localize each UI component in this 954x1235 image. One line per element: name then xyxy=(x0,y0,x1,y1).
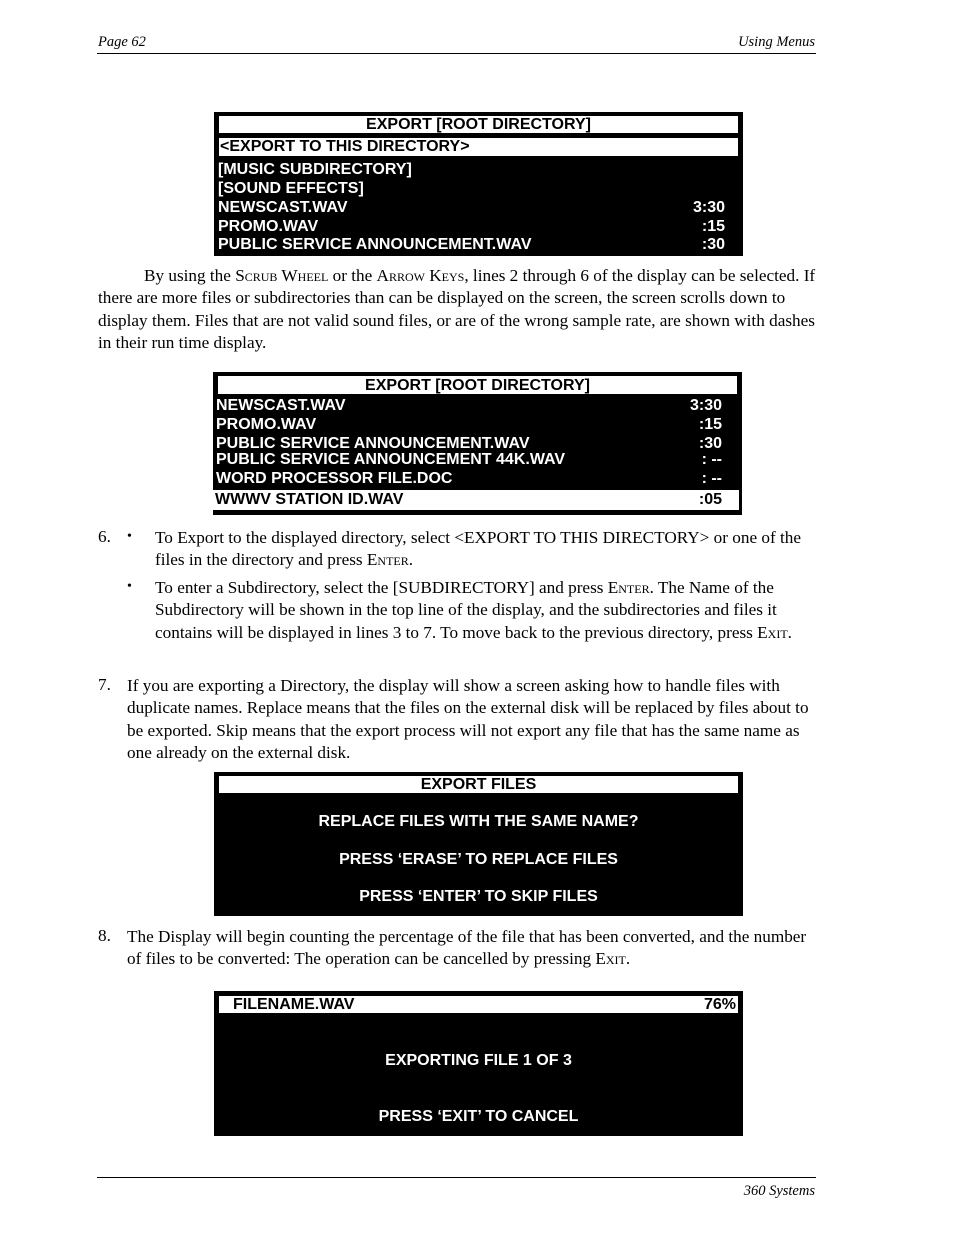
row-label: <EXPORT TO THIS DIRECTORY> xyxy=(220,138,470,155)
row-label: NEWSCAST.WAV xyxy=(216,397,346,414)
text: or the xyxy=(328,266,377,285)
enter-key: Enter xyxy=(366,550,409,570)
footer-rule xyxy=(97,1177,816,1178)
text: To enter a Subdirectory, select the [SUBDIRECTORY] and press xyxy=(155,578,608,597)
prompt-line: PRESS ‘ERASE’ TO REPLACE FILES xyxy=(339,851,618,868)
bullet: • xyxy=(127,529,132,544)
text: To Export to the displayed directory, select <EXPORT TO THIS DIRECTORY> or one of the files in the directory and press xyxy=(155,528,802,570)
text: The Display will begin counting the percentage of the file that has been converted, and the number of files to be converted: The operation can be cancelled by pressing xyxy=(127,927,807,969)
run-time: : -- xyxy=(701,451,722,468)
step6-bullet2 xyxy=(155,577,817,644)
step8-text xyxy=(127,926,817,971)
run-time: : -- xyxy=(701,470,722,487)
row-label: PUBLIC SERVICE ANNOUNCEMENT.WAV xyxy=(218,236,532,253)
header-rule xyxy=(97,53,816,54)
intro-paragraph xyxy=(98,265,816,354)
text: . xyxy=(408,550,414,570)
selected-row xyxy=(217,136,740,158)
display-title-bar xyxy=(217,774,740,795)
footer-company: 360 Systems xyxy=(743,1183,815,1199)
row-label: NEWSCAST.WAV xyxy=(218,199,348,216)
text: . xyxy=(787,622,792,642)
list-item xyxy=(214,160,743,179)
display-title-bar xyxy=(217,114,740,135)
text: , lines 2 through 6 of the display can be selected. If there are more files or subdirectories than can be displayed on the screen, the screen scrolls down to display them. Files that are not valid sound files, or are of the wrong sample rate, are shown with dashes in their run time display. xyxy=(98,266,816,352)
run-time: :30 xyxy=(698,435,722,452)
scrub-wheel-key: Scrub Wheel xyxy=(235,266,329,285)
run-time: :05 xyxy=(698,491,722,508)
arrow-keys-key: Arrow Keys xyxy=(376,266,465,285)
display-title: EXPORT [ROOT DIRECTORY] xyxy=(366,116,591,133)
progress-percent: 76% xyxy=(703,996,736,1013)
exit-key: Exit xyxy=(757,622,788,642)
step-number: 7. xyxy=(98,675,111,694)
step6-bullet1 xyxy=(155,527,817,572)
list-item xyxy=(214,198,743,217)
export-root-display xyxy=(214,112,743,256)
enter-key: Enter xyxy=(607,578,650,597)
row-label: [SOUND EFFECTS] xyxy=(218,180,364,197)
list-item xyxy=(214,217,743,236)
cancel-line: PRESS ‘EXIT’ TO CANCEL xyxy=(378,1108,579,1125)
run-time: 3:30 xyxy=(692,199,725,216)
progress-line: EXPORTING FILE 1 OF 3 xyxy=(385,1052,572,1069)
run-time: 3:30 xyxy=(689,397,722,414)
text: By using the xyxy=(144,266,236,285)
exit-key: Exit xyxy=(595,949,626,969)
run-time: :30 xyxy=(701,236,725,253)
filename: FILENAME.WAV xyxy=(233,996,355,1013)
list-item xyxy=(213,469,742,488)
text: . The Name of the Subdirectory will be shown in the top line of the display, and the subdirectories and files it contains will be displayed in lines 3 to 7. To move back to the previous directory, press xyxy=(155,578,777,642)
list-item xyxy=(213,396,742,415)
step7-text: If you are exporting a Directory, the display will show a screen asking how to handle files with duplicate names. Replace means that the files on the external disk will be replaced by files about to be exported. Skip means that the export process will not export any file that has the same name as one already on the external disk. xyxy=(127,676,809,762)
export-scrolled-display xyxy=(213,372,742,515)
row-label: PROMO.WAV xyxy=(218,218,319,235)
display-title: EXPORT [ROOT DIRECTORY] xyxy=(365,377,590,394)
step-number: 6. xyxy=(98,527,111,546)
section-title: Using Menus xyxy=(738,34,815,50)
list-item xyxy=(213,450,742,469)
list-item xyxy=(214,235,743,254)
step-number: 8. xyxy=(98,926,111,945)
export-files-display xyxy=(214,772,743,916)
page-number: Page 62 xyxy=(98,34,146,50)
prompt-line: PRESS ‘ENTER’ TO SKIP FILES xyxy=(359,888,598,905)
display-title-bar xyxy=(216,374,739,396)
run-time: :15 xyxy=(701,218,725,235)
row-label: PUBLIC SERVICE ANNOUNCEMENT 44K.WAV xyxy=(216,451,566,468)
exporting-progress-display xyxy=(214,991,743,1136)
prompt-line: REPLACE FILES WITH THE SAME NAME? xyxy=(318,813,639,830)
list-item xyxy=(214,179,743,198)
display-title-bar xyxy=(217,994,740,1015)
display-title: EXPORT FILES xyxy=(420,776,537,793)
run-time: :15 xyxy=(698,416,722,433)
row-label: [MUSIC SUBDIRECTORY] xyxy=(218,161,412,178)
row-label: WORD PROCESSOR FILE.DOC xyxy=(216,470,453,487)
row-label: PUBLIC SERVICE ANNOUNCEMENT.WAV xyxy=(216,435,530,452)
selected-row xyxy=(213,488,742,512)
row-label: WWWV STATION ID.WAV xyxy=(215,491,404,508)
bullet: • xyxy=(127,579,132,594)
text: . xyxy=(625,949,631,969)
row-label: PROMO.WAV xyxy=(216,416,317,433)
list-item xyxy=(213,415,742,434)
